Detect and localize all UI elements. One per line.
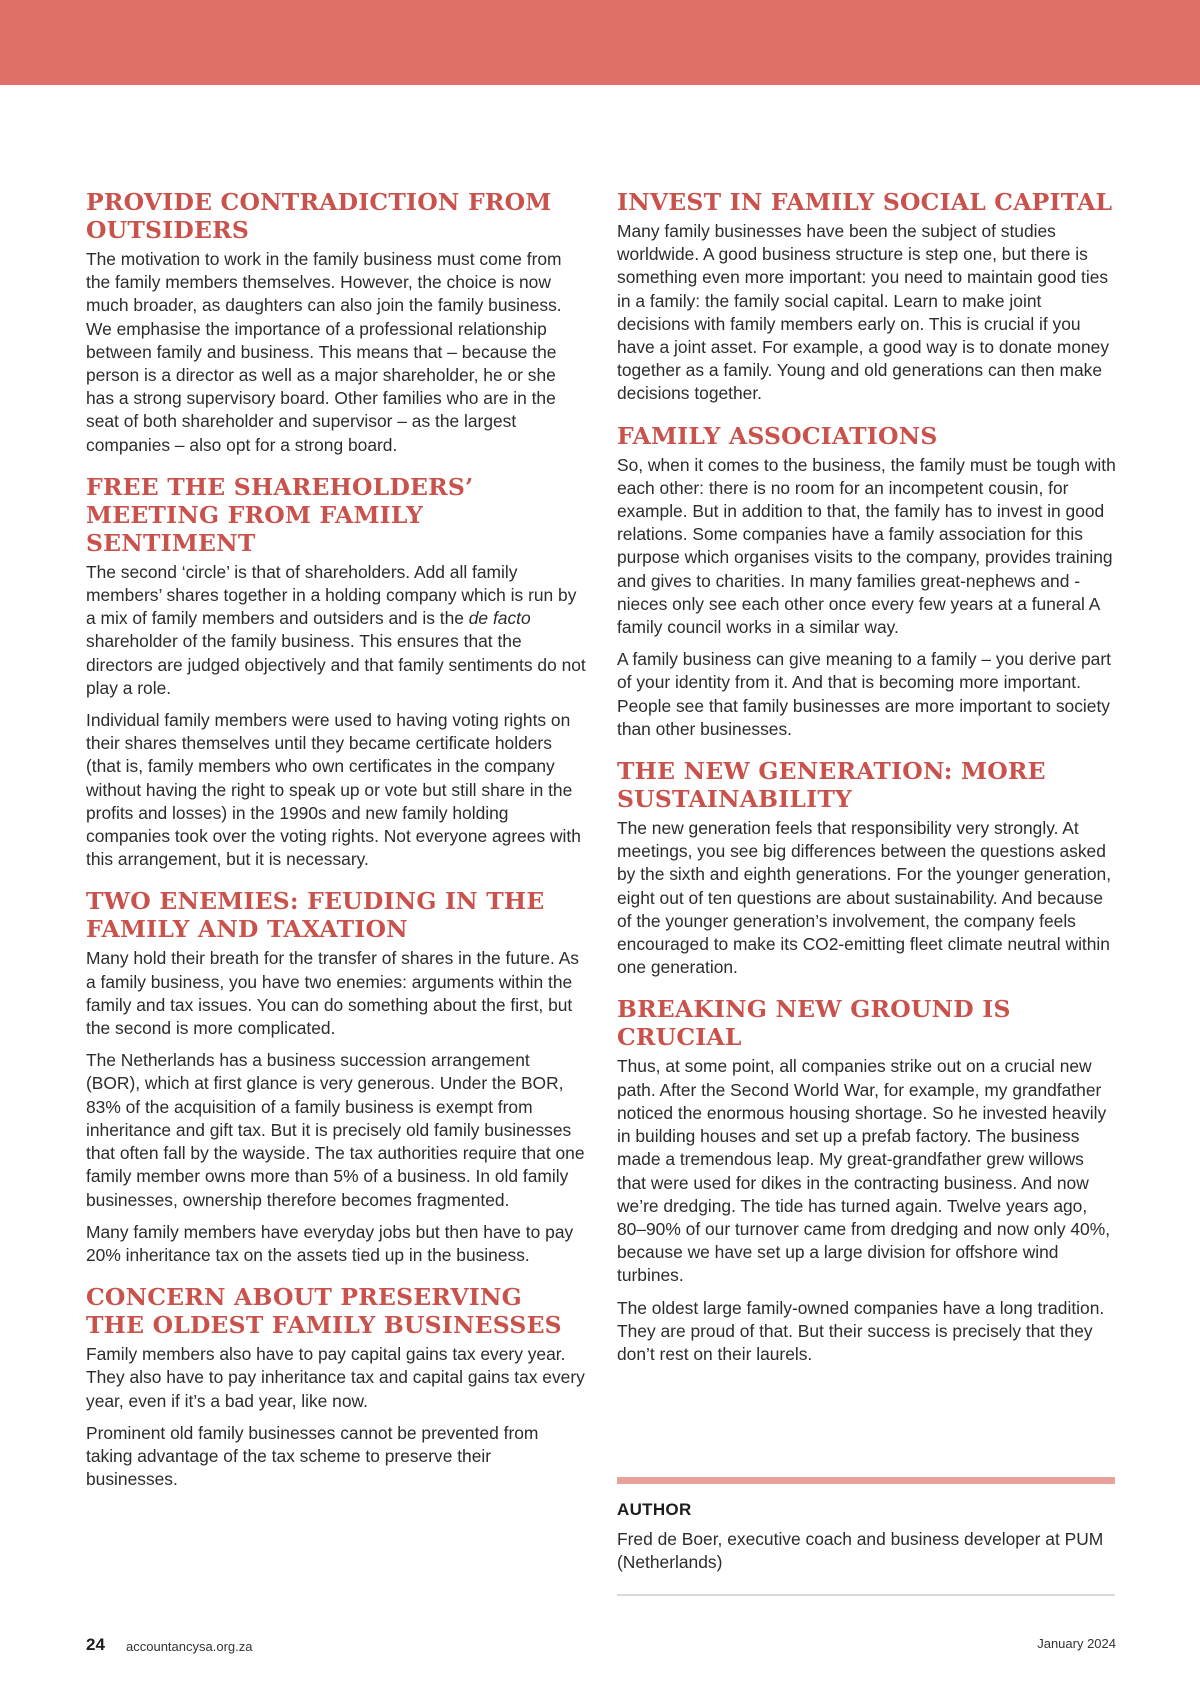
section-free-shareholders-meeting xyxy=(86,473,586,872)
text-run: shareholder of the family business. This ensures that the directors are judged objectively and that family sentiments do not play a role. xyxy=(86,631,586,698)
left-column xyxy=(86,188,586,1507)
paragraph xyxy=(86,561,586,700)
right-column xyxy=(617,188,1117,1382)
section-concern-preserving xyxy=(86,1283,586,1491)
section-heading: FAMILY ASSOCIATIONS xyxy=(617,421,938,450)
section-provide-contradiction xyxy=(86,188,586,457)
section-new-generation xyxy=(617,757,1117,979)
paragraph: Many family members have everyday jobs but then have to pay 20% inheritance tax on the assets tied up in the business. xyxy=(86,1221,574,1265)
section-breaking-new-ground xyxy=(617,995,1117,1366)
author-divider-bar xyxy=(617,1477,1115,1484)
section-heading: THE NEW GENERATION: MORE SUSTAINABILITY xyxy=(617,757,1046,814)
section-family-associations xyxy=(617,422,1117,741)
footer-website: accountancysa.org.za xyxy=(126,1639,253,1654)
footer-date: January 2024 xyxy=(1037,1636,1116,1651)
paragraph: Many hold their breath for the transfer of shares in the future. As a family business, you have two enemies: arguments within the family and tax issues. You can do something about the first, but the second is more complicated. xyxy=(86,948,580,1039)
paragraph: Family members also have to pay capital gains tax every year. They also have to pay inheritance tax and capital gains tax every year, even if it’s a bad year, like now. xyxy=(86,1344,585,1411)
section-heading: FREE THE SHAREHOLDERS’ MEETING FROM FAMILY SENTIMENT xyxy=(86,472,474,557)
author-heading: AUTHOR xyxy=(617,1500,692,1519)
author-bottom-rule xyxy=(617,1594,1115,1596)
text-run: The second ‘circle’ is that of shareholders. Add all family members’ shares together in a holding company which is run by a mix of family members and outsiders and is the xyxy=(86,561,577,629)
section-heading: INVEST IN FAMILY SOCIAL CAPITAL xyxy=(617,188,1113,216)
paragraph: A family business can give meaning to a family – you derive part of your identity from it. And that is becoming more important. People see that family businesses are more important to society than other businesses. xyxy=(617,649,1111,739)
paragraph: Many family businesses have been the subject of studies worldwide. A good business structure is step one, but there is something even more important: you need to maintain good ties in a family: the family social capital. Learn to make joint decisions with family members early on. This is crucial if you have a joint asset. For example, a good way is to donate money together as a family. Young and old generations can then make decisions together. xyxy=(617,221,1110,404)
paragraph: The Netherlands has a business succession arrangement (BOR), which at first glance is very generous. Under the BOR, 83% of the acquisition of a family business is exempt from inheritance and gift tax. But it is precisely old family businesses that often fall by the wayside. The tax authorities require that one family member owns more than 5% of a business. In old family businesses, ownership therefore becomes fragmented. xyxy=(86,1050,585,1210)
section-invest-social-capital xyxy=(617,188,1117,406)
header-color-band xyxy=(0,0,1200,85)
author-bio: Fred de Boer, executive coach and business developer at PUM (Netherlands) xyxy=(617,1529,1104,1573)
section-two-enemies xyxy=(86,887,586,1267)
paragraph: Individual family members were used to having voting rights on their shares themselves until they became certificate holders (that is, family members who own certificates in the company without having the right to speak up or vote but still share in the profits and losses) in the 1990s and new family holding companies took over the voting rights. Not everyone agrees with this arrangement, but it is necessary. xyxy=(86,710,581,870)
section-heading: TWO ENEMIES: FEUDING IN THE FAMILY AND TAXATION xyxy=(86,887,545,944)
paragraph: Thus, at some point, all companies strike out on a crucial new path. After the Second World War, for example, my grandfather noticed the enormous housing shortage. So he invested heavily in building houses and set up a prefab factory. The business made a tremendous leap. My great-grandfather grew willows that were used for dikes in the contracting business. And now we’re dredging. The tide has turned again. Twelve years ago, 80–90% of our turnover came from dredging and now only 40%, because we have set up a large division for offshore wind turbines. xyxy=(617,1056,1111,1286)
paragraph: The oldest large family-owned companies have a long tradition. They are proud of that. But their success is precisely that they don’t rest on their laurels. xyxy=(617,1297,1105,1364)
paragraph: The motivation to work in the family business must come from the family members themselves. However, the choice is now much broader, as daughters can also join the family business. We emphasise the importance of a professional relationship between family and business. This means that – because the person is a director as well as a major shareholder, he or she has a strong supervisory board. Other families who are in the seat of both shareholder and supervisor – as the largest companies – also opt for a strong board. xyxy=(86,249,562,455)
italic-term: de facto xyxy=(468,608,531,629)
section-heading: PROVIDE CONTRADICTION FROM OUTSIDERS xyxy=(86,188,552,244)
section-heading: CONCERN ABOUT PRESERVING THE OLDEST FAMILY BUSINESSES xyxy=(86,1283,562,1340)
paragraph: The new generation feels that responsibility very strongly. At meetings, you see big differences between the questions asked by the sixth and eighth generations. For the younger generation, eight out of ten questions are about sustainability. And because of the younger generation’s involvement, the company feels encouraged to make its CO2-emitting fleet climate neutral within one generation. xyxy=(617,818,1112,978)
section-heading: BREAKING NEW GROUND IS CRUCIAL xyxy=(617,995,1011,1052)
paragraph: Prominent old family businesses cannot be prevented from taking advantage of the tax scheme to preserve their businesses. xyxy=(86,1422,539,1490)
page-number: 24 xyxy=(86,1635,105,1654)
paragraph: So, when it comes to the business, the family must be tough with each other: there is no room for an incompetent cousin, for example. But in addition to that, the family has to invest in good relations. Some companies have a family association for this purpose which organises visits to the company, provides training and gives to charities. In many families great-nephews and -nieces only see each other once every few years at a funeral A family council works in a similar way. xyxy=(617,454,1116,638)
